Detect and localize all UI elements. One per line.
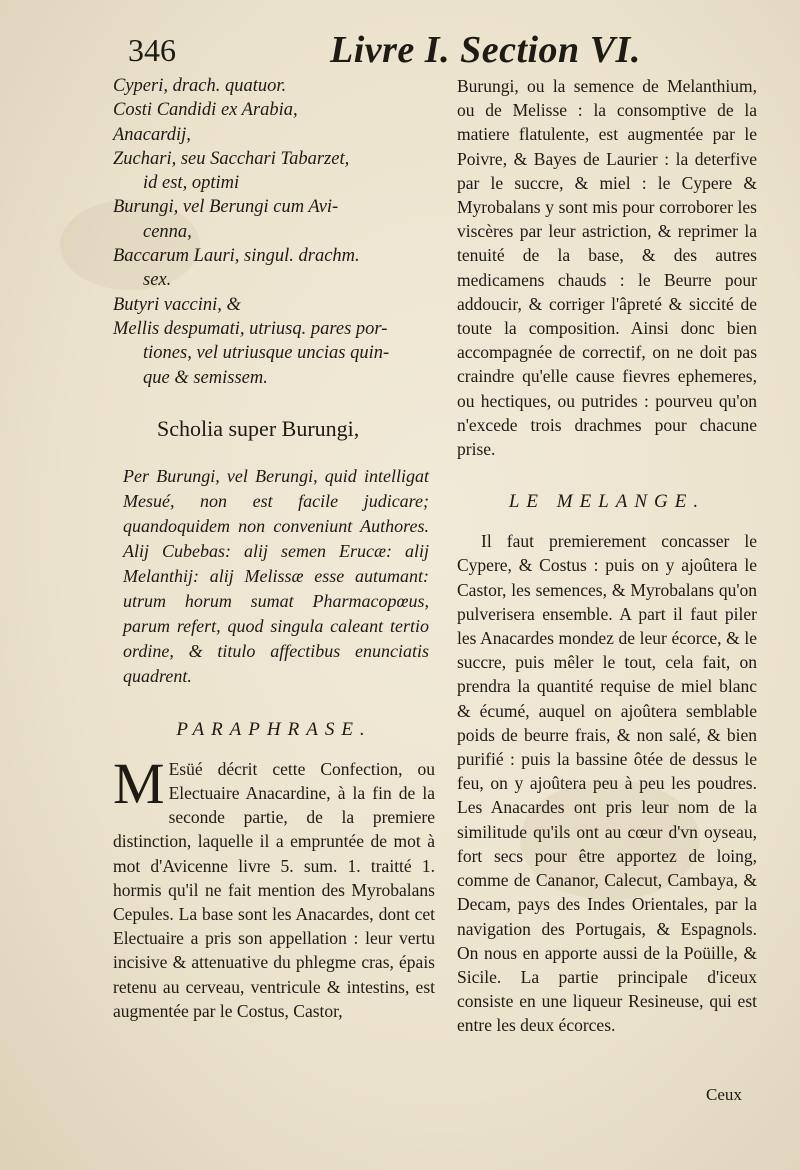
- recipe-line: Cyperi, drach. quatuor.: [113, 76, 287, 96]
- drop-cap: M: [113, 750, 165, 816]
- paraphrase-paragraph: [113, 750, 435, 1023]
- scholia-heading: Scholia super Burungi,: [157, 415, 360, 441]
- recipe-line: cenna,: [143, 221, 192, 242]
- page-number: 346: [128, 32, 176, 68]
- right-column: [457, 74, 757, 1038]
- paraphrase-heading: PARAPHRASE.: [176, 718, 372, 740]
- recipe-line: tiones, vel utriusque uncias quin-: [143, 343, 390, 364]
- recipe-line: Mellis despumati, utriusq. pares por-: [113, 318, 388, 339]
- paraphrase-text: Esüé décrit cette Confection, ou Electuaire Anacardine, à la fin de la seconde partie, de la premiere distinction, laquelle il a empruntée de mot à mot d'Avicenne livre 5. sum. 1. traitté 1. hormis qu'il ne fait mention des Myrobalans Cepules. La base sont les Anacardes, dont cet Electuaire a pris son appellation : leur vertu incisive & attenuative du phlegme cras, épais retenu au cerveau, ventricule & intestins, est augmentée par le Costus, Castor,: [113, 758, 435, 1021]
- catchword: Ceux: [706, 1085, 742, 1104]
- recipe-line: Anacardij,: [113, 124, 191, 145]
- recipe-line: Costi Candidi ex Arabia,: [113, 100, 298, 121]
- recipe-line: Baccarum Lauri, singul. drachm.: [113, 246, 360, 267]
- recipe-line: que & semissem.: [143, 367, 268, 388]
- running-head: Livre I. Section VI.: [330, 29, 641, 71]
- melange-paragraph: Il faut premierement concasser le Cypere, & Costus : puis on y ajoûtera le Castor, les semences, & Myrobalans qu'on pulverisera ensemble. A part il faut piler les Anacardes mondez de leur écorce, & le succre, puis mêler le tout, cela fait, on prendra la quantité requise de miel blanc & écumé, auquel on ajoûtera semblable poids de beurre frais, & non salé, & bien purifié : puis la bassine ôtée de dessus le feu, on y ajoûtera peu à peu les poudres. Les Anacardes ont pris leur nom de la similitude qu'ils ont au cœur d'vn oyseau, fort secs pour être apportez de loing, comme de Cananor, Calecut, Cambaya, & Decam, pays des Indes Orientales, par la navigation des Portugais, & Espagnols. On nous en apporte aussi de la Poüille, & Sicile. La partie principale d'iceux consiste en une liqueur Resineuse, qui est entre les deux écorces.: [457, 531, 757, 1036]
- recipe-line: sex.: [143, 270, 172, 291]
- recipe-line: Butyri vaccini, &: [113, 294, 241, 315]
- recipe-list: [113, 74, 435, 390]
- recipe-line: Burungi, vel Berungi cum Avi-: [113, 197, 339, 218]
- scholia-paragraph: Per Burungi, vel Berungi, quid intelligat Mesué, non est facile judicare; quandoquidem non conveniunt Authores. Alij Cubebas: alij semen Erucæ: alij Melanthij: alij Melissæ esse autumant: utrum horum sumat Pharmacopœus, parum refert, quod singula caleant tertio ordine, & titulo affectibus enunciatis quadrent.: [123, 465, 429, 686]
- continued-paragraph: Burungi, ou la semence de Melanthium, ou de Melisse : la consomptive de la matiere flatulente, est augmentée par le Poivre, & Bayes de Laurier : la deterfive par le succre, & miel : le Cypere & Myrobalans y sont mis pour corroborer les viscères par leur astriction, & reprimer la tenuité de la base, & des autres medicamens chauds : le Beurre pour addoucir, & corriger l'âpreté & siccité de toute la composition. Ainsi donc bien accompagnée de correctif, on ne doit pas craindre qu'elle cause fievres ephemeres, ou hectiques, ou putrides : pourveu qu'on n'excede trois drachmes pour chacune prise.: [457, 76, 757, 460]
- melange-heading: LE MELANGE.: [508, 491, 706, 513]
- recipe-line: id est, optimi: [143, 173, 240, 194]
- left-column: [113, 74, 435, 1023]
- recipe-line: Zuchari, seu Sacchari Tabarzet,: [113, 148, 350, 169]
